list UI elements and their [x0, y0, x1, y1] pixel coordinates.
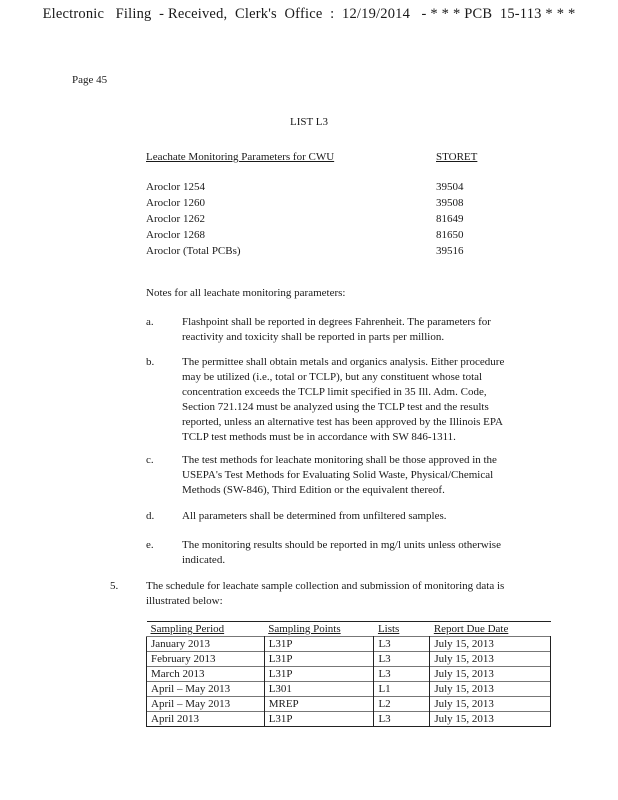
table-row: [147, 682, 551, 697]
note-line: concentration exceeds the TCLP limit specified in 35 Ill. Adm. Code,: [182, 386, 487, 398]
param-code: 39516: [436, 245, 464, 257]
table-row: [147, 667, 551, 682]
note-d-text: [182, 509, 542, 524]
cell-sampling-points: L301: [264, 682, 374, 697]
table-row: [147, 697, 551, 712]
note-letter: d.: [146, 510, 155, 522]
note-line: Flashpoint shall be reported in degrees Fahrenheit. The parameters for: [182, 316, 491, 328]
section-line: illustrated below:: [146, 595, 223, 607]
param-code: 39504: [436, 181, 464, 193]
table-row: [147, 652, 551, 667]
note-c-text: [182, 453, 542, 498]
section-number: 5.: [110, 580, 119, 592]
cell-lists: L3: [374, 712, 430, 727]
cell-sampling-period: January 2013: [147, 637, 265, 652]
filing-banner: Electronic Filing - Received, Clerk's Office : 12/19/2014 - * * * PCB 15-113 * * *: [42, 6, 576, 22]
note-letter: a.: [146, 316, 154, 328]
cell-sampling-period: April 2013: [147, 712, 265, 727]
note-line: Section 721.124 must be analyzed using the TCLP test and the results: [182, 401, 489, 413]
param-name: Aroclor (Total PCBs): [146, 245, 241, 257]
table-row: [147, 637, 551, 652]
param-row: [146, 196, 476, 211]
cell-lists: L2: [374, 697, 430, 712]
col-header-sampling-period: Sampling Period: [150, 623, 225, 635]
param-row: [146, 180, 476, 195]
note-letter: c.: [146, 454, 154, 466]
params-heading-left: Leachate Monitoring Parameters for CWU: [146, 151, 335, 163]
cell-sampling-points: L31P: [264, 667, 374, 682]
cell-sampling-period: April – May 2013: [147, 697, 265, 712]
cell-lists: L3: [374, 667, 430, 682]
section-5-text: [146, 579, 566, 609]
cell-sampling-period: April – May 2013: [147, 682, 265, 697]
param-code: 81650: [436, 229, 464, 241]
note-line: TCLP test methods must be in accordance with SW 846-1311.: [182, 431, 456, 443]
note-b-text: [182, 355, 542, 445]
param-name: Aroclor 1254: [146, 181, 205, 193]
col-header-lists: Lists: [377, 623, 400, 635]
note-line: reactivity and toxicity shall be reported in parts per million.: [182, 331, 445, 343]
params-heading-right: STORET: [436, 151, 478, 163]
note-line: Methods (SW-846), Third Edition or the equivalent thereof.: [182, 484, 445, 496]
cell-sampling-period: March 2013: [147, 667, 265, 682]
cell-lists: L3: [374, 652, 430, 667]
col-header-sampling-points: Sampling Points: [268, 623, 341, 635]
cell-sampling-points: L31P: [264, 652, 374, 667]
note-a-text: [182, 315, 542, 345]
page-number: Page 45: [72, 74, 108, 86]
note-line: The monitoring results should be reported in mg/l units unless otherwise: [182, 539, 501, 551]
param-name: Aroclor 1268: [146, 229, 205, 241]
cell-lists: L1: [374, 682, 430, 697]
schedule-table: [146, 621, 551, 727]
param-row: [146, 228, 476, 243]
cell-lists: L3: [374, 637, 430, 652]
note-line: indicated.: [182, 554, 226, 566]
cell-sampling-points: L31P: [264, 637, 374, 652]
note-letter: e.: [146, 539, 154, 551]
cell-report-due-date: July 15, 2013: [430, 667, 551, 682]
param-code: 39508: [436, 197, 464, 209]
table-row: [147, 712, 551, 727]
cell-sampling-period: February 2013: [147, 652, 265, 667]
cell-sampling-points: MREP: [264, 697, 374, 712]
cell-report-due-date: July 15, 2013: [430, 712, 551, 727]
note-line: may be utilized (i.e., total or TCLP), but any constituent whose total: [182, 371, 483, 383]
param-row: [146, 244, 476, 259]
note-line: USEPA's Test Methods for Evaluating Solid Waste, Physical/Chemical: [182, 469, 494, 481]
list-title: LIST L3: [290, 116, 328, 128]
param-row: [146, 212, 476, 227]
section-line: The schedule for leachate sample collection and submission of monitoring data is: [146, 580, 505, 592]
param-name: Aroclor 1260: [146, 197, 205, 209]
param-name: Aroclor 1262: [146, 213, 205, 225]
note-line: All parameters shall be determined from unfiltered samples.: [182, 510, 447, 522]
note-line: The test methods for leachate monitoring shall be those approved in the: [182, 454, 497, 466]
cell-report-due-date: July 15, 2013: [430, 652, 551, 667]
cell-report-due-date: July 15, 2013: [430, 637, 551, 652]
cell-report-due-date: July 15, 2013: [430, 697, 551, 712]
schedule-header-row: [147, 622, 551, 637]
note-e-text: [182, 538, 542, 568]
note-line: reported, unless an alternative test has been approved by the Illinois EPA: [182, 416, 503, 428]
notes-intro: Notes for all leachate monitoring parameters:: [146, 287, 346, 299]
params-header: [146, 150, 476, 165]
param-code: 81649: [436, 213, 464, 225]
cell-sampling-points: L31P: [264, 712, 374, 727]
cell-report-due-date: July 15, 2013: [430, 682, 551, 697]
note-line: The permittee shall obtain metals and organics analysis. Either procedure: [182, 356, 505, 368]
col-header-report-due-date: Report Due Date: [433, 623, 509, 635]
note-letter: b.: [146, 356, 155, 368]
